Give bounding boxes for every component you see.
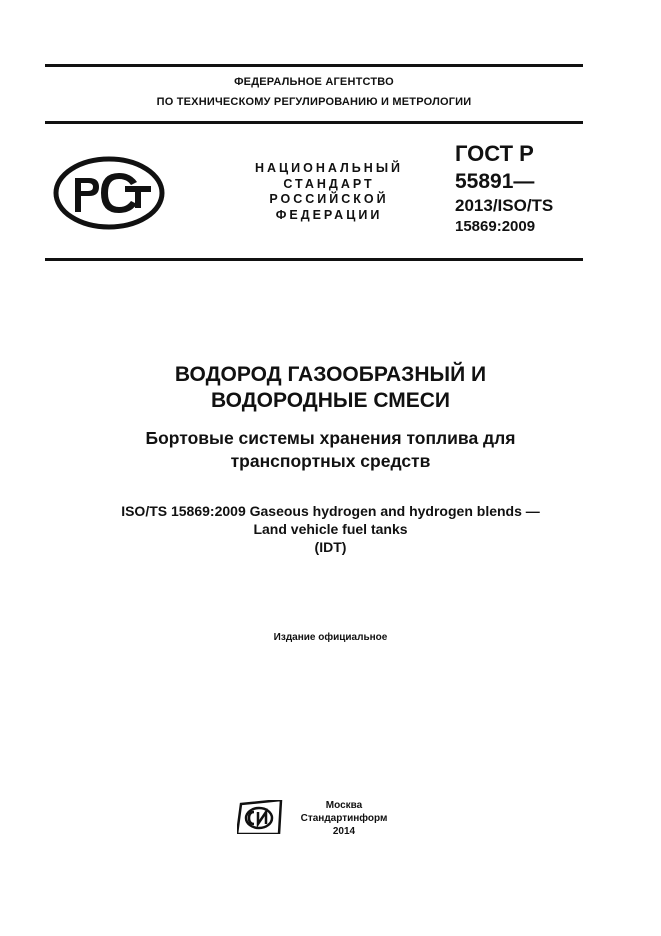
iso-reference-line-2: Land vehicle fuel tanks (253, 521, 408, 537)
publisher-logo-icon (237, 800, 283, 834)
standard-designation (455, 143, 553, 234)
iso-reference-line-3: (IDT) (314, 539, 347, 555)
agency-rule (45, 121, 583, 124)
designation-line-2: 55891— (455, 170, 535, 193)
title-line-1: ВОДОРОД ГАЗООБРАЗНЫЙ И (174, 363, 487, 386)
designation-line-1: ГОСТ Р (455, 141, 534, 166)
publisher-city: Москва (325, 800, 363, 811)
publisher-block (294, 799, 394, 838)
header-bottom-rule (45, 258, 583, 261)
subtitle-line-1: Бортовые системы хранения топлива для (145, 428, 516, 448)
agency-line-2: ПО ТЕХНИЧЕСКОМУ РЕГУЛИРОВАНИЮ И МЕТРОЛОГИИ (156, 96, 472, 108)
national-standard-line-1: НАЦИОНАЛЬНЫЙ (254, 161, 404, 175)
agency-line-1: ФЕДЕРАЛЬНОЕ АГЕНТСТВО (234, 76, 394, 88)
national-standard-line-4: ФЕДЕРАЦИИ (275, 207, 383, 222)
designation-line-3: 2013/ISO/TS (455, 196, 554, 215)
publisher-name: Стандартинформ (300, 813, 388, 824)
national-standard-line-3: РОССИЙСКОЙ (269, 192, 389, 206)
iso-reference-line-1: ISO/TS 15869:2009 Gaseous hydrogen and hydrogen blends — (121, 503, 540, 519)
national-standard-label (240, 161, 418, 223)
edition-note: Издание официальное (273, 632, 388, 643)
subtitle-line-2: транспортных средств (230, 451, 431, 471)
national-standard-line-2: СТАНДАРТ (283, 176, 375, 191)
rst-logo-icon (53, 156, 165, 230)
designation-line-4: 15869:2009 (455, 218, 536, 235)
top-rule (45, 64, 583, 67)
title-line-2: ВОДОРОДНЫЕ СМЕСИ (211, 389, 450, 412)
publisher-year: 2014 (332, 826, 356, 837)
